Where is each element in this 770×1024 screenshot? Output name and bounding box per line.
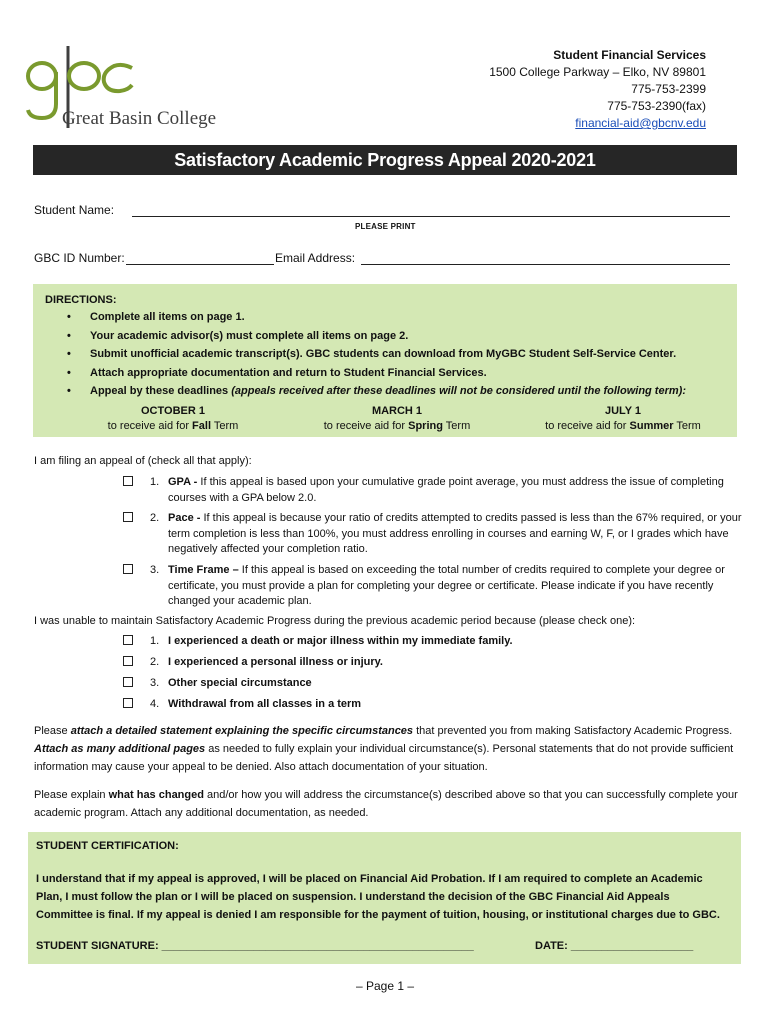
certification-box <box>28 832 741 964</box>
appeal-option-text: Time Frame – If this appeal is based on exceeding the total number of credits required to complete your degree or certificate, you must provide a plan for completing your degree or certificate. Please indicate if you have recently changed your academic plan. <box>168 564 725 607</box>
form-title: Satisfactory Academic Progress Appeal 2020-2021 <box>33 145 737 175</box>
direction-item: • Attach appropriate documentation and return to Student Financial Services. <box>67 364 725 383</box>
email-address-label: Email Address: <box>275 251 356 265</box>
checkbox[interactable] <box>123 656 133 666</box>
email-link[interactable]: financial-aid@gbcnv.edu <box>575 116 706 130</box>
signature-field[interactable]: STUDENT SIGNATURE: ___________________________________________________ <box>36 940 474 952</box>
deadline-note: (appeals received after these deadlines will not be considered until the following term): <box>231 385 686 397</box>
checkbox[interactable] <box>123 698 133 708</box>
reasons-intro: I was unable to maintain Satisfactory Academic Progress during the previous academic period because (please check one): <box>34 615 636 627</box>
print-hint: PLEASE PRINT <box>355 222 416 231</box>
student-name-label: Student Name: <box>34 203 115 217</box>
deadline-month: MARCH 1 <box>371 405 423 417</box>
appeal-option-text: Pace - If this appeal is because your ratio of credits attempted to credits passed is less than the 67% required, or your term completion is less than 100%, you must address enrolling in courses and earning W, F, or I grades which have negatively affected your completion ratio. <box>168 512 742 555</box>
statement-paragraph: Please attach a detailed statement explaining the specific circumstances that prevented you from making Satisfactory Academic Progress. Attach as many additional pages as needed to fully explain your individual circumstance(s). Personal statements that do not provide sufficient information may cause your appeal to be denied. Also attach documentation of your situation. <box>34 725 734 773</box>
contact-block <box>489 47 706 132</box>
fax: 775-753-2390(fax) <box>607 99 706 113</box>
deadline-fall <box>73 404 273 434</box>
direction-item: • Complete all items on page 1. <box>67 308 725 327</box>
date-field[interactable]: DATE: ____________________ <box>535 940 694 952</box>
logo-college-name: Great Basin College <box>62 108 217 129</box>
org-name: Student Financial Services <box>553 48 706 62</box>
gbc-id-field[interactable] <box>126 264 274 265</box>
direction-item-deadlines <box>67 382 725 401</box>
deadline-summer <box>523 404 723 434</box>
deadline-lead: Appeal by these deadlines <box>90 385 229 397</box>
deadline-month: JULY 1 <box>604 405 642 417</box>
appeal-option-text: GPA - If this appeal is based upon your cumulative grade point average, you must address the issue of completing courses with a GPA below 2.0. <box>168 476 724 504</box>
deadline-sub: to receive aid for Spring Term <box>323 420 471 432</box>
certification-body: I understand that if my appeal is approved, I will be placed on Financial Aid Probation. If I am required to complete an Academic Plan, I must follow the plan or I will be placed on suspension. I understand the decision of the GBC Financial Aid Appeals Committee is final. If my appeal is denied I am responsible for the payment of tuition, housing, or institutional charges due to GBC. <box>36 873 720 921</box>
deadline-month: OCTOBER 1 <box>141 405 205 417</box>
directions-title: DIRECTIONS: <box>45 294 117 306</box>
change-paragraph: Please explain what has changed and/or how you will address the circumstance(s) described above so that you can successfully complete your academic program. Attach any additional documentation, as needed. <box>34 789 738 819</box>
student-name-field[interactable] <box>132 216 730 217</box>
checkbox[interactable] <box>123 476 133 486</box>
directions-list <box>45 308 725 401</box>
gbc-id-label: GBC ID Number: <box>34 251 125 265</box>
deadline-sub: to receive aid for Summer Term <box>545 420 701 432</box>
deadlines <box>73 404 723 438</box>
directions-box <box>33 284 737 437</box>
address: 1500 College Parkway – Elko, NV 89801 <box>489 65 706 79</box>
direction-item: • Your academic advisor(s) must complete all items on page 2. <box>67 327 725 346</box>
phone: 775-753-2399 <box>631 82 706 96</box>
direction-item: • Submit unofficial academic transcript(s). GBC students can download from MyGBC Student Self-Service Center. <box>67 345 725 364</box>
checkbox[interactable] <box>123 635 133 645</box>
page-number: – Page 1 – <box>355 979 415 993</box>
checkbox[interactable] <box>123 564 133 574</box>
checkbox[interactable] <box>123 677 133 687</box>
checkbox[interactable] <box>123 512 133 522</box>
certification-title: STUDENT CERTIFICATION: <box>36 840 179 852</box>
deadline-sub: to receive aid for Fall Term <box>107 420 239 432</box>
email-address-field[interactable] <box>361 264 730 265</box>
appeal-intro: I am filing an appeal of (check all that apply): <box>34 455 252 467</box>
deadline-spring <box>297 404 497 434</box>
